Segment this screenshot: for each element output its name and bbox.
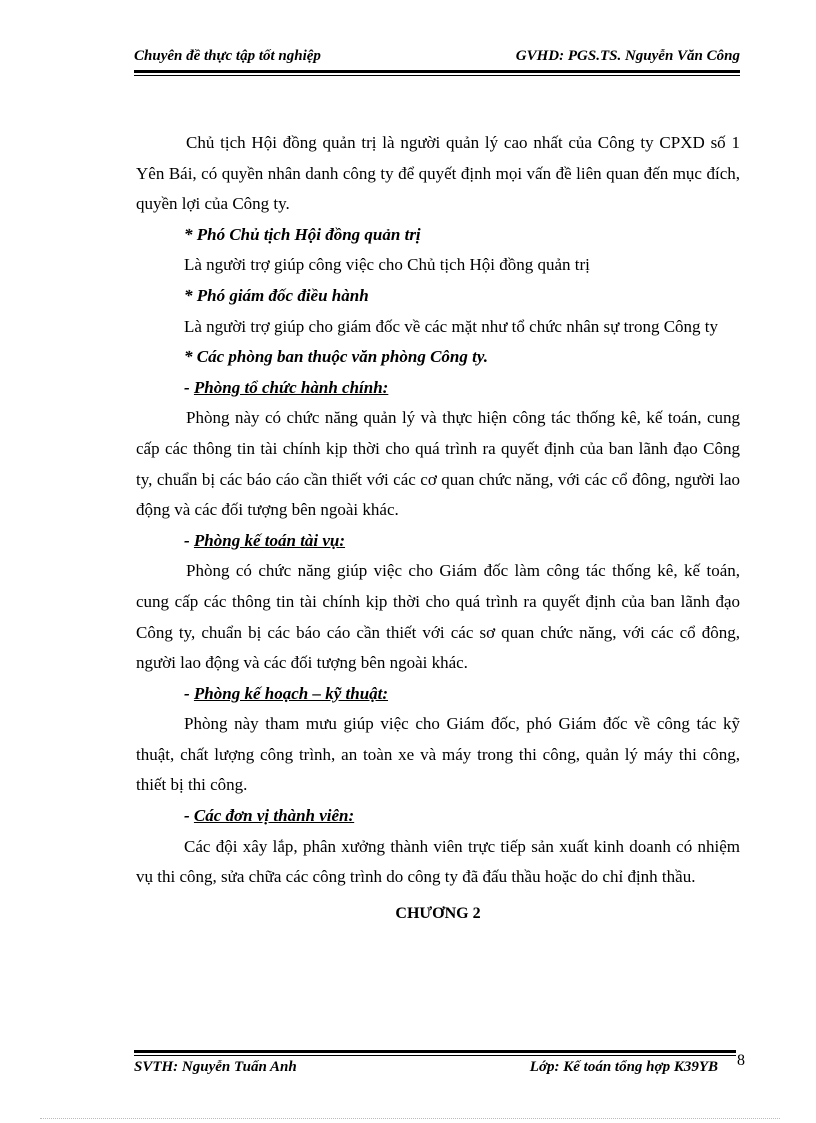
section-planning-title: Phòng kế hoạch – kỹ thuật:	[193, 683, 389, 703]
bottom-dotted-border	[40, 1118, 780, 1120]
header-title: Chuyên đề thực tập tốt nghiệp	[134, 48, 321, 64]
section-members-title: Các đơn vị thành viên:	[193, 806, 355, 826]
header-rule-thin	[134, 75, 740, 76]
page-body	[136, 128, 740, 929]
footer-class: Lớp: Kế toán tổng hợp K39YB	[529, 1059, 718, 1075]
section-members-heading	[136, 801, 740, 832]
section-admin-prefix: -	[184, 377, 194, 397]
paragraph-vice-chairman: Là người trợ giúp công việc cho Chủ tịch Hội đồng quản trị	[184, 255, 590, 275]
section-accounting-title: Phòng kế toán tài vụ:	[193, 530, 346, 550]
footer-student: SVTH: Nguyễn Tuấn Anh	[134, 1059, 297, 1075]
section-admin-heading	[136, 373, 740, 404]
section-accounting-prefix: -	[184, 530, 194, 550]
header-advisor: GVHD: PGS.TS. Nguyễn Văn Công	[515, 48, 740, 64]
heading-deputy-director: * Phó giám đốc điều hành	[184, 285, 369, 305]
section-members-prefix: -	[184, 806, 194, 826]
section-accounting-heading	[136, 526, 740, 557]
paragraph-planning: Phòng này tham mưu giúp việc cho Giám đốc, phó Giám đốc về công tác kỹ thuật, chất lượng công trình, an toàn xe và máy trong thi công, quản lý máy thi công, thiết bị thi công.	[136, 714, 740, 795]
section-planning-heading	[136, 679, 740, 710]
section-planning-prefix: -	[184, 683, 194, 703]
page-number: 8	[737, 1052, 745, 1069]
paragraph-admin: Phòng này có chức năng quản lý và thực hiện công tác thống kê, kế toán, cung cấp các thông tin tài chính kịp thời cho quá trình ra quyết định của ban lãnh đạo Công ty, chuẩn bị các báo cáo cần thiết với các cơ quan chức năng, với các cổ đông, người lao động và các đối tượng bên ngoài khác.	[136, 408, 740, 520]
page-header	[134, 46, 740, 70]
paragraph-deputy-director: Là người trợ giúp cho giám đốc về các mặt như tổ chức nhân sự trong Công ty	[184, 316, 719, 336]
header-rule-thick	[134, 70, 740, 73]
paragraph-chairman: Chủ tịch Hội đồng quản trị là người quản lý cao nhất của Công ty CPXD số 1 Yên Bái, có quyền nhân danh công ty để quyết định mọi vấn đề liên quan đến mục đích, quyền lợi của Công ty.	[136, 133, 740, 214]
paragraph-members: Các đội xây lắp, phân xưởng thành viên trực tiếp sản xuất kinh doanh có nhiệm vụ thi công, sửa chữa các công trình do công ty đã đấu thầu hoặc do chỉ định thầu.	[136, 836, 740, 887]
page-footer	[134, 1057, 740, 1081]
footer-rule-thick	[134, 1050, 736, 1053]
chapter-title: CHƯƠNG 2	[395, 904, 481, 922]
paragraph-accounting: Phòng có chức năng giúp việc cho Giám đốc làm công tác thống kê, kế toán, cung cấp các thông tin tài chính kịp thời cho quá trình ra quyết định của ban lãnh đạo Công ty, chuẩn bị các báo cáo cần thiết với các sơ quan chức năng, với các cổ đông, người lao động và các đối tượng bên ngoài khác.	[136, 561, 740, 673]
heading-vice-chairman: * Phó Chủ tịch Hội đồng quản trị	[184, 224, 421, 244]
footer-rule-thin	[134, 1055, 736, 1056]
heading-departments: * Các phòng ban thuộc văn phòng Công ty.	[184, 347, 489, 367]
section-admin-title: Phòng tổ chức hành chính:	[193, 377, 389, 397]
